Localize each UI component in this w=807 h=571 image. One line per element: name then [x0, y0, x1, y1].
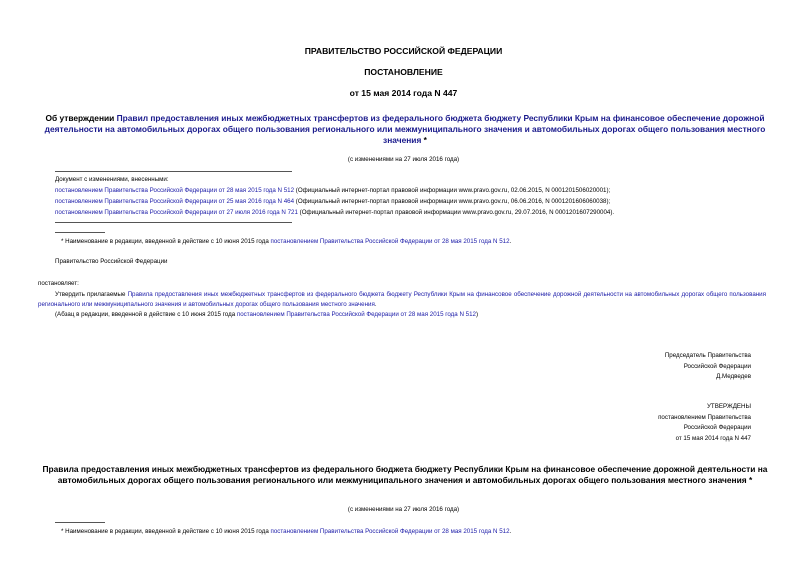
- approve-rules-link[interactable]: Правила предоставления иных межбюджетных трансфертов из федерального бюджета бюджету Республики Крым на финансовое обеспечение дорожной деятельности на автомобильных дорогах общего пользования регионального или межмуниципального значения и автомобильных дорогах общего пользования местного значения: [38, 291, 766, 308]
- amendment-item: [55, 185, 610, 196]
- signature-name: Д.Медведев: [716, 373, 751, 381]
- paragraph-note-link[interactable]: постановлением Правительства Российской Федерации от 28 мая 2015 года N 512: [236, 311, 476, 318]
- paragraph-note-text: (Абзац в редакции, введенной в действие с 10 июня 2015 года: [55, 311, 237, 318]
- decrees-word: постановляет:: [38, 280, 79, 287]
- title-footnote-mark: *: [421, 135, 427, 145]
- footnote-rule: [55, 522, 105, 523]
- title-revision: (с изменениями на 27 июля 2016 года): [347, 156, 460, 163]
- amendment-source: (Официальный интернет-портал правовой информации www.pravo.gov.ru, 02.06.2015, N 0001201506020001);: [294, 187, 611, 194]
- amendment-source: (Официальный интернет-портал правовой информации www.pravo.gov.ru, 06.06.2016, N 0001201606060038);: [294, 198, 611, 205]
- government-subject: Правительство Российской Федерации: [55, 258, 168, 265]
- title-footnote: * Наименование в редакции, введенной в действие с 10 июня 2015 года постановлением Правительства Российской Федерации от 28 мая 2015 года N 512.: [61, 238, 512, 245]
- approved-country: Российской Федерации: [683, 424, 751, 432]
- approve-prefix: Утвердить прилагаемые: [55, 291, 128, 298]
- footnote-text: * Наименование в редакции, введенной в действие с 10 июня 2015 года: [61, 528, 271, 535]
- amendment-item: [55, 196, 610, 207]
- title-prefix: Об утверждении: [45, 113, 117, 123]
- title-link[interactable]: Правил предоставления иных межбюджетных трансфертов из федерального бюджета бюджету Республики Крым на финансовое обеспечение дорожной деятельности на автомобильных дорогах общего пользования регионального или межмуниципального значения и автомобильных дорогах общего пользования местного значения: [44, 113, 766, 145]
- amendment-item: [55, 207, 614, 218]
- document-date-number: от 15 мая 2014 года N 447: [349, 88, 458, 98]
- signature-country: Российской Федерации: [683, 362, 751, 370]
- approve-paragraph: Утвердить прилагаемые Правила предоставления иных межбюджетных трансфертов из федерального бюджета бюджету Республики Крым на финансовое обеспечение дорожной деятельности на автомобильных дорогах общего пользования регионального или межмуниципального значения и автомобильных дорогах общего пользования местного значения.: [38, 291, 766, 308]
- amendments-intro: Документ с изменениями, внесенными:: [55, 176, 169, 183]
- footnote-link[interactable]: постановлением Правительства Российской Федерации от 28 мая 2015 года N 512: [270, 528, 510, 535]
- amendments-bottom-rule: [55, 222, 292, 223]
- approved-block: [658, 402, 751, 444]
- rules-title-footnote: * Наименование в редакции, введенной в действие с 10 июня 2015 года постановлением Правительства Российской Федерации от 28 мая 2015 года N 512.: [61, 528, 512, 535]
- rules-title: Правила предоставления иных межбюджетных трансфертов из федерального бюджета бюджету Республики Крым на финансовое обеспечение дорожной деятельности на автомобильных дорогах общего пользования регионального или межмуниципального значения и автомобильных дорогах общего пользования местного значения *: [42, 464, 768, 485]
- amendment-source: (Официальный интернет-портал правовой информации www.pravo.gov.ru, 29.07.2016, N 0001201607290004).: [297, 209, 615, 216]
- approved-by: постановлением Правительства: [658, 413, 751, 421]
- amendments-top-rule: [55, 171, 292, 172]
- amendment-link[interactable]: постановлением Правительства Российской Федерации от 27 июля 2016 года N 721: [55, 209, 298, 216]
- government-heading: ПРАВИТЕЛЬСТВО РОССИЙСКОЙ ФЕДЕРАЦИИ: [304, 46, 503, 56]
- footnote-text: * Наименование в редакции, введенной в действие с 10 июня 2015 года: [61, 238, 271, 245]
- document-type: ПОСТАНОВЛЕНИЕ: [364, 67, 443, 77]
- footnote-link[interactable]: постановлением Правительства Российской Федерации от 28 мая 2015 года N 512: [270, 238, 510, 245]
- approved-date-number: от 15 мая 2014 года N 447: [675, 434, 751, 442]
- amendment-link[interactable]: постановлением Правительства Российской Федерации от 25 мая 2016 года N 464: [55, 198, 295, 205]
- signature-position: Председатель Правительства: [664, 352, 751, 359]
- approved-label: УТВЕРЖДЕНЫ: [707, 403, 751, 410]
- document-title: [38, 113, 772, 146]
- paragraph-note: (Абзац в редакции, введенной в действие с 10 июня 2015 года постановлением Правительства Российской Федерации от 28 мая 2015 года N 512): [55, 311, 479, 318]
- amendment-link[interactable]: постановлением Правительства Российской Федерации от 28 мая 2015 года N 512: [55, 187, 295, 194]
- signature-block: [665, 351, 751, 383]
- footnote-rule: [55, 232, 105, 233]
- rules-revision: (с изменениями на 27 июля 2016 года): [347, 506, 460, 513]
